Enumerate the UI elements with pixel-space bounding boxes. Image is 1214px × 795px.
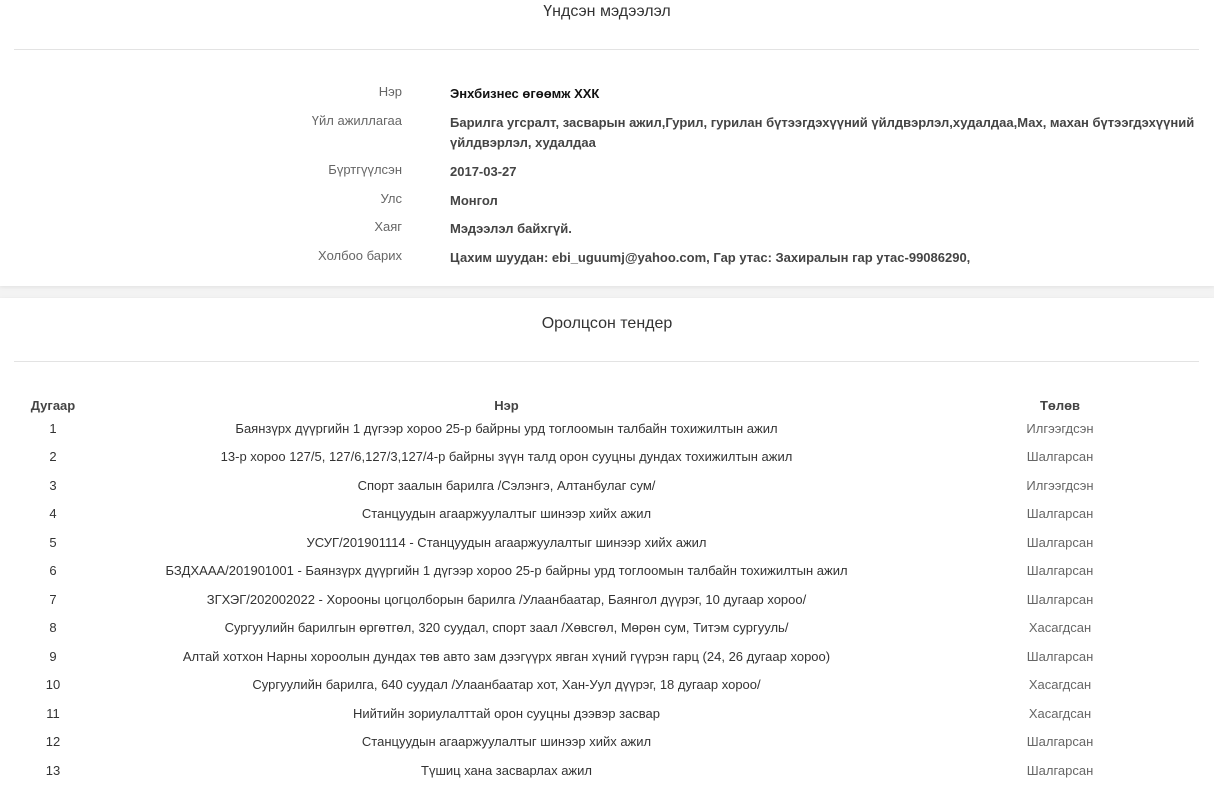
tender-status: Шалгарсан <box>1026 449 1094 465</box>
table-row[interactable] <box>14 528 1199 557</box>
tender-status: Шалгарсан <box>1026 648 1094 664</box>
table-row[interactable] <box>14 699 1199 728</box>
basic-info-title: Үндсэн мэдээлэл <box>543 3 671 20</box>
column-header-name[interactable]: Нэр <box>494 397 519 413</box>
info-label: Хаяг <box>374 219 402 234</box>
row-number: 11 <box>46 705 60 721</box>
table-row[interactable] <box>14 443 1199 472</box>
tender-name[interactable]: Сургуулийн барилгын өргөтгөл, 320 суудал, спорт заал /Хөвсгөл, Мөрөн сум, Титэм сургууль/ <box>224 620 789 636</box>
column-header-number[interactable]: Дугаар <box>30 397 76 413</box>
tender-name[interactable]: Баянзүрх дүүргийн 1 дүгээр хороо 25-р байрны урд тоглоомын талбайн тохижилтын ажил <box>235 420 778 436</box>
row-number: 12 <box>45 734 61 750</box>
row-number: 1 <box>49 420 57 436</box>
row-number: 4 <box>49 506 57 522</box>
tender-status: Хасагдсан <box>1028 677 1092 693</box>
tender-name[interactable]: БЗДХААА/201901001 - Баянзүрх дүүргийн 1 дүгээр хороо 25-р байрны урд тоглоомын талбайн тохижилтын ажил <box>165 563 848 579</box>
tender-status: Шалгарсан <box>1026 762 1094 778</box>
row-number: 8 <box>49 620 57 636</box>
tenders-card <box>0 298 1214 795</box>
table-row[interactable] <box>14 414 1199 443</box>
tender-status: Шалгарсан <box>1026 591 1094 607</box>
basic-info-card <box>0 0 1214 286</box>
tender-name[interactable]: Нийтийн зориулалттай орон сууцны дээвэр засвар <box>352 705 661 721</box>
row-number: 10 <box>45 677 61 693</box>
tender-name[interactable]: УСУГ/201901114 - Станцуудын агааржуулалтыг шинээр хийх ажил <box>306 534 707 550</box>
table-row[interactable] <box>14 585 1199 614</box>
tenders-table <box>14 396 1199 785</box>
tender-status: Шалгарсан <box>1026 734 1094 750</box>
tenders-divider <box>14 361 1199 362</box>
row-number: 13 <box>45 762 61 778</box>
tender-name[interactable]: 13-р хороо 127/5, 127/6,127/3,127/4-р байрны зүүн талд орон сууцны дундах тохижилтын ажил <box>220 449 793 465</box>
tender-status: Хасагдсан <box>1028 620 1092 636</box>
table-row[interactable] <box>14 471 1199 500</box>
info-label: Үйл ажиллагаа <box>311 113 402 128</box>
contact-value: Цахим шуудан: ebi_uguumj@yahoo.com, Гар утас: Захиралын гар утас-99086290, <box>450 250 971 265</box>
table-row[interactable] <box>14 614 1199 643</box>
tender-name[interactable]: ЗГХЭГ/202002022 - Хорооны цогцолборын барилга /Улаанбаатар, Баянгол дүүрэг, 10 дугаар хороо/ <box>206 591 807 607</box>
company-name: Энхбизнес өгөөмж ХХК <box>450 86 600 101</box>
tender-status: Шалгарсан <box>1026 563 1094 579</box>
column-header-status[interactable]: Төлөв <box>1039 397 1081 413</box>
tender-status: Шалгарсан <box>1026 534 1094 550</box>
row-number: 3 <box>49 477 57 493</box>
info-label: Холбоо барих <box>318 248 402 263</box>
info-label: Бүртгүүлсэн <box>328 162 402 177</box>
registered-date: 2017-03-27 <box>450 164 517 179</box>
country-value: Монгол <box>450 193 498 208</box>
table-row[interactable] <box>14 642 1199 671</box>
tender-status: Илгээгдсэн <box>1026 420 1094 436</box>
tender-name[interactable]: Түшиц хана засварлах ажил <box>421 762 592 778</box>
basic-info-divider <box>14 49 1199 50</box>
tender-name[interactable]: Станцуудын агааржуулалтыг шинээр хийх ажил <box>361 506 652 522</box>
row-number: 7 <box>49 591 57 607</box>
activity-value: Барилга угсралт, засварын ажил,Гурил, гурилан бүтээгдэхүүний үйлдвэрлэл,худалдаа,Мах, махан бүтээгдэхүүний үйлдвэрлэл, худалдаа <box>450 115 1195 150</box>
tenders-title: Оролцсон тендер <box>541 315 673 332</box>
tender-status: Илгээгдсэн <box>1026 477 1094 493</box>
table-row[interactable] <box>14 557 1199 586</box>
row-number: 9 <box>49 648 57 664</box>
tender-status: Шалгарсан <box>1026 506 1094 522</box>
table-header-row <box>14 396 1199 414</box>
row-number: 5 <box>49 534 57 550</box>
table-row[interactable] <box>14 728 1199 757</box>
table-row[interactable] <box>14 500 1199 529</box>
row-number: 2 <box>49 449 57 465</box>
tender-name[interactable]: Алтай хотхон Нарны хороолын дундах төв авто зам дээгүүрх явган хүний гүүрэн гарц (24, 26 дугаар хороо) <box>182 648 831 664</box>
table-row[interactable] <box>14 671 1199 700</box>
info-label: Нэр <box>378 84 402 99</box>
row-number: 6 <box>49 563 57 579</box>
tender-status: Хасагдсан <box>1028 705 1092 721</box>
info-label: Улс <box>380 191 402 206</box>
address-value: Мэдээлэл байхгүй. <box>450 221 572 236</box>
tender-name[interactable]: Станцуудын агааржуулалтыг шинээр хийх ажил <box>361 734 652 750</box>
table-row[interactable] <box>14 756 1199 785</box>
tender-name[interactable]: Спорт заалын барилга /Сэлэнгэ, Алтанбулаг сум/ <box>357 477 656 493</box>
tender-name[interactable]: Сургуулийн барилга, 640 суудал /Улаанбаатар хот, Хан-Уул дүүрэг, 18 дугаар хороо/ <box>252 677 761 693</box>
